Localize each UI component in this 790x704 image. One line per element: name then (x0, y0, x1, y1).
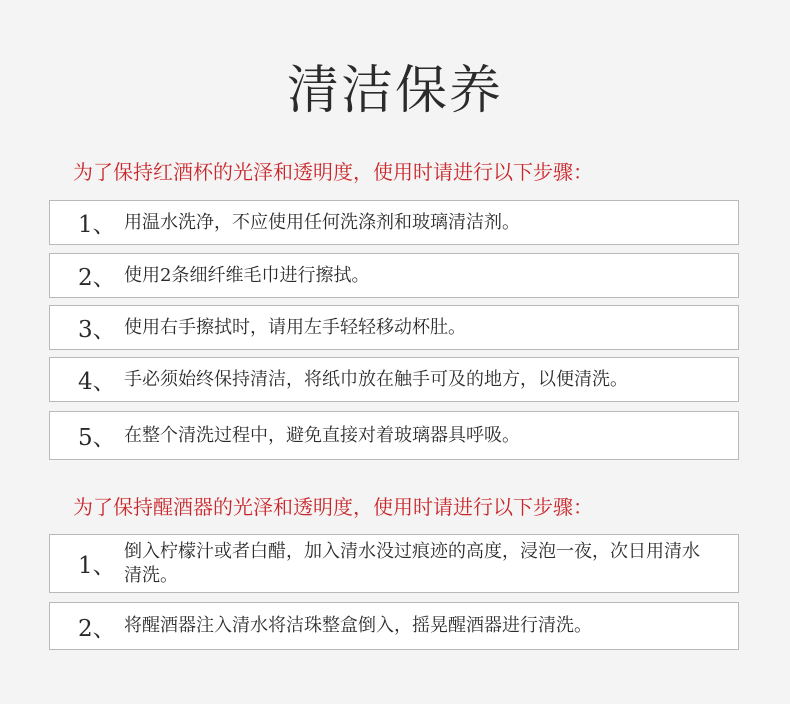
wine-glass-step-1 (49, 200, 739, 245)
step-text: 在整个清洗过程中，避免直接对着玻璃器具呼吸。 (124, 424, 520, 446)
page-title: 清洁保养 (286, 61, 503, 121)
step-number: 5、 (78, 425, 116, 451)
step-number: 2、 (78, 615, 116, 642)
wine-glass-step-5 (49, 411, 739, 460)
decanter-section-heading: 为了保持醒酒器的光泽和透明度，使用时请进行以下步骤： (73, 495, 593, 519)
step-text: 手必须始终保持清洁，将纸巾放在触手可及的地方，以便清洗。 (124, 368, 628, 390)
step-text: 将醒酒器注入清水将洁珠整盒倒入，摇晃醒酒器进行清洗。 (124, 615, 592, 636)
wine-glass-section-heading: 为了保持红酒杯的光泽和透明度，使用时请进行以下步骤： (73, 160, 593, 184)
step-number: 3、 (78, 317, 116, 343)
wine-glass-step-3 (49, 305, 739, 350)
step-number: 1、 (78, 212, 116, 238)
decanter-step-1 (49, 534, 739, 593)
decanter-step-2 (49, 602, 739, 650)
step-number: 1、 (78, 553, 116, 579)
step-text: 用温水洗净，不应使用任何洗涤剂和玻璃清洁剂。 (124, 211, 520, 233)
step-number: 2、 (78, 265, 116, 291)
wine-glass-step-4 (49, 357, 739, 402)
step-text: 使用右手擦拭时，请用左手轻轻移动杯肚。 (124, 316, 466, 338)
wine-glass-step-2 (49, 253, 739, 298)
step-text: 使用2条细纤维毛巾进行擦拭。 (124, 264, 370, 286)
step-text: 倒入柠檬汁或者白醋，加入清水没过痕迹的高度，浸泡一夜，次日用清水清洗。 (124, 540, 700, 586)
step-number: 4、 (78, 369, 116, 395)
